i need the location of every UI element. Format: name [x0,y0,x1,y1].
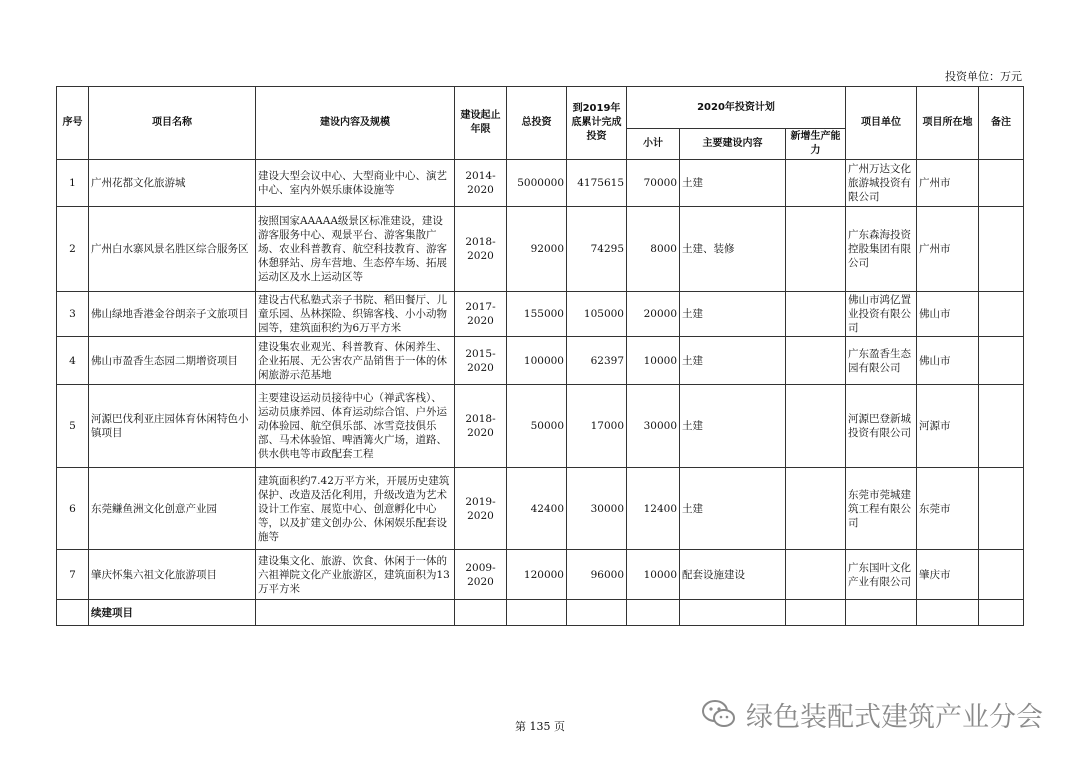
cell-empty [917,600,979,626]
cell-content: 主要建设运动员接待中心（禅武客栈）、运动员康养园、体育运动综合馆、户外运动体验园、航空俱乐部、冰雪竞技俱乐部、马术体验馆、啤酒篝火广场，道路、供水供电等市政配套工程 [256,385,455,468]
cell-done2019: 96000 [567,550,627,600]
cell-unit: 广东盈香生态园有限公司 [846,337,917,385]
cell-name: 河源巴伐利亚庄园体育休闲特色小镇项目 [89,385,256,468]
cell-total: 92000 [507,207,567,292]
header-remark: 备注 [979,87,1024,160]
table-row [57,385,1024,468]
cell-remark [979,468,1024,550]
table-row [57,468,1024,550]
cell-capacity [786,337,846,385]
cell-done2019: 17000 [567,385,627,468]
cell-done2019: 4175615 [567,160,627,207]
section-row [57,600,1024,626]
cell-years: 2018-2020 [455,385,507,468]
cell-done2019: 105000 [567,292,627,337]
cell-location: 东莞市 [917,468,979,550]
cell-empty [627,600,680,626]
page-number: 第 135 页 [515,720,565,733]
watermark-text: 绿色装配式建筑产业分会 [746,701,1043,733]
project-table [56,86,1024,626]
table-row [57,160,1024,207]
cell-unit: 河源巴登新城投资有限公司 [846,385,917,468]
cell-empty [455,600,507,626]
cell-total: 155000 [507,292,567,337]
cell-capacity [786,160,846,207]
cell-empty [57,600,89,626]
header-main-content: 主要建设内容 [680,129,786,160]
cell-capacity [786,207,846,292]
cell-main-content: 土建 [680,337,786,385]
cell-unit: 佛山市鸿亿置业投资有限公司 [846,292,917,337]
cell-location: 河源市 [917,385,979,468]
watermark [700,694,1043,734]
cell-content: 建设集文化、旅游、饮食、休闲于一体的六祖禅院文化产业旅游区，建筑面积为13万平方米 [256,550,455,600]
cell-content: 建设集农业观光、科普教育、休闲养生、企业拓展、无公害农产品销售于一体的休闲旅游示范基地 [256,337,455,385]
cell-years: 2009-2020 [455,550,507,600]
section-label: 续建项目 [89,600,256,626]
cell-total: 42400 [507,468,567,550]
cell-total: 100000 [507,337,567,385]
cell-location: 广州市 [917,160,979,207]
table-row [57,550,1024,600]
cell-subtotal: 8000 [627,207,680,292]
table-row [57,207,1024,292]
cell-years: 2018-2020 [455,207,507,292]
cell-name: 肇庆怀集六祖文化旅游项目 [89,550,256,600]
cell-seq: 5 [57,385,89,468]
cell-unit: 广州万达文化旅游城投资有限公司 [846,160,917,207]
header-years: 建设起止年限 [455,87,507,160]
cell-name: 广州花都文化旅游城 [89,160,256,207]
investment-unit-label: 投资单位：万元 [945,70,1022,83]
cell-content: 建设大型会议中心、大型商业中心、演艺中心、室内外娱乐康体设施等 [256,160,455,207]
cell-seq: 1 [57,160,89,207]
cell-empty [507,600,567,626]
cell-name: 佛山绿地香港金谷朗亲子文旅项目 [89,292,256,337]
cell-years: 2017-2020 [455,292,507,337]
cell-name: 广州白水寨风景名胜区综合服务区 [89,207,256,292]
cell-name: 佛山市盈香生态园二期增资项目 [89,337,256,385]
cell-unit: 东莞市莞城建筑工程有限公司 [846,468,917,550]
cell-remark [979,337,1024,385]
header-name: 项目名称 [89,87,256,160]
cell-years: 2014-2020 [455,160,507,207]
cell-years: 2015-2020 [455,337,507,385]
cell-seq: 2 [57,207,89,292]
cell-subtotal: 30000 [627,385,680,468]
cell-capacity [786,468,846,550]
cell-content: 建筑面积约7.42万平方米，开展历史建筑保护、改造及活化利用，升级改造为艺术设计工作室、展览中心、创意孵化中心等，以及扩建文创办公、休闲娱乐配套设施等 [256,468,455,550]
cell-seq: 4 [57,337,89,385]
cell-remark [979,207,1024,292]
cell-remark [979,385,1024,468]
cell-main-content: 土建、装修 [680,207,786,292]
cell-done2019: 62397 [567,337,627,385]
cell-name: 东莞鳒鱼洲文化创意产业园 [89,468,256,550]
header-content: 建设内容及规模 [256,87,455,160]
cell-capacity [786,550,846,600]
cell-location: 肇庆市 [917,550,979,600]
cell-empty [786,600,846,626]
cell-remark [979,160,1024,207]
cell-subtotal: 20000 [627,292,680,337]
cell-content: 按照国家AAAAA级景区标准建设，建设游客服务中心、观景平台、游客集散广场、农业科普教育、航空科技教育、游客休憩驿站、房车营地、生态停车场、拓展运动区及水上运动区等 [256,207,455,292]
cell-empty [979,600,1024,626]
cell-total: 5000000 [507,160,567,207]
cell-total: 120000 [507,550,567,600]
header-plan2020: 2020年投资计划 [627,87,846,129]
header-subtotal: 小计 [627,129,680,160]
cell-seq: 7 [57,550,89,600]
cell-main-content: 土建 [680,160,786,207]
cell-remark [979,292,1024,337]
header-location: 项目所在地 [917,87,979,160]
cell-empty [567,600,627,626]
cell-content: 建设古代私塾式亲子书院、稻田餐厅、儿童乐园、丛林探险、织锦客栈、小小动物园等，建筑面积约为6万平方米 [256,292,455,337]
cell-subtotal: 70000 [627,160,680,207]
cell-subtotal: 10000 [627,337,680,385]
cell-capacity [786,292,846,337]
cell-main-content: 土建 [680,468,786,550]
cell-remark [979,550,1024,600]
table-row [57,292,1024,337]
cell-capacity [786,385,846,468]
table-row [57,337,1024,385]
cell-seq: 3 [57,292,89,337]
cell-location: 广州市 [917,207,979,292]
cell-years: 2019-2020 [455,468,507,550]
cell-seq: 6 [57,468,89,550]
cell-done2019: 74295 [567,207,627,292]
cell-main-content: 土建 [680,385,786,468]
cell-unit: 广东国叶文化产业有限公司 [846,550,917,600]
cell-main-content: 配套设施建设 [680,550,786,600]
cell-location: 佛山市 [917,292,979,337]
wechat-icon [700,697,738,731]
cell-main-content: 土建 [680,292,786,337]
cell-empty [680,600,786,626]
header-done2019: 到2019年底累计完成投资 [567,87,627,160]
header-seq: 序号 [57,87,89,160]
cell-subtotal: 10000 [627,550,680,600]
cell-unit: 广东森海投资控股集团有限公司 [846,207,917,292]
cell-subtotal: 12400 [627,468,680,550]
cell-empty [846,600,917,626]
cell-total: 50000 [507,385,567,468]
cell-done2019: 30000 [567,468,627,550]
cell-empty [256,600,455,626]
cell-location: 佛山市 [917,337,979,385]
header-unit: 项目单位 [846,87,917,160]
header-total: 总投资 [507,87,567,160]
header-new-capacity: 新增生产能力 [786,129,846,160]
